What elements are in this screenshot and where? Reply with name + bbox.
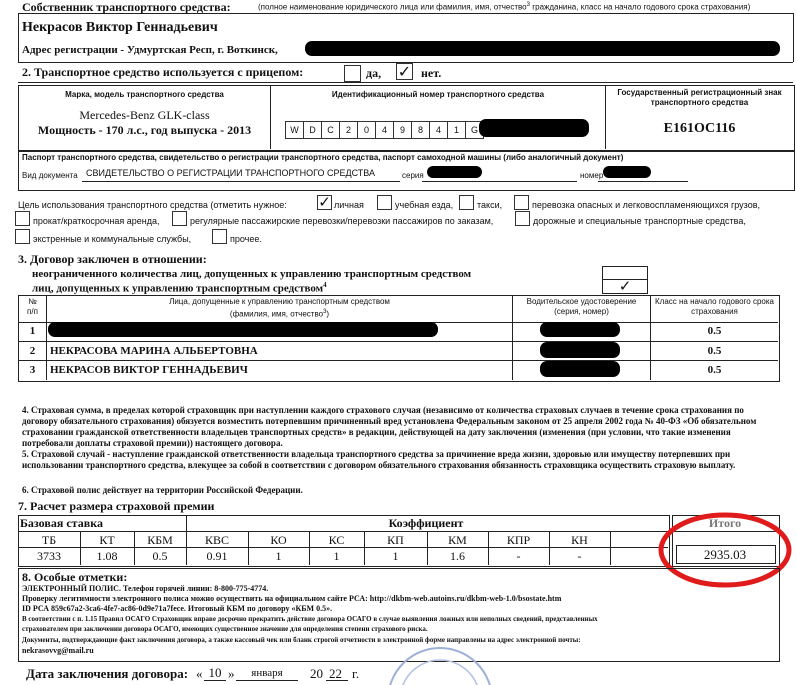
doc-number-label: номер [580, 171, 604, 180]
purpose-option-label: экстренные и коммунальные службы, [33, 234, 192, 244]
header-km: КМ [448, 533, 467, 547]
purpose-other-checkbox[interactable] [212, 229, 227, 244]
redaction-vin [479, 119, 589, 137]
note-line: ID РСА 859c67a2-3ca6-4fe7-ac86-0d9e71a7fece. Итоговый КБМ по договору «КБМ 0.5». [22, 604, 333, 613]
value-tb: 3733 [37, 549, 61, 563]
driver-class: 0.5 [707, 364, 722, 376]
header-ks: КС [328, 533, 345, 547]
date-open-quote: « [196, 666, 203, 681]
driver-name: НЕКРАСОВА МАРИНА АЛЬБЕРТОВНА [50, 345, 258, 357]
purpose-rental-checkbox[interactable] [15, 211, 30, 226]
trailer-label: 2. Транспортное средство используется с прицепом: [22, 65, 304, 79]
vehicle-model: Mercedes-Benz GLK-class [79, 108, 210, 122]
contract-limited: лиц, допущенных к управлению транспортным средством$^4$ [32, 281, 327, 295]
driver-num: 1 [29, 325, 36, 337]
stamp [370, 640, 500, 685]
value-km: 1.6 [450, 549, 465, 563]
coefficient-label: Коэффициент [388, 516, 464, 530]
header-ko: КО [270, 533, 287, 547]
driver-num: 2 [29, 345, 36, 357]
vin-char: 4 [375, 121, 394, 139]
purpose-option-label: прочее. [230, 234, 262, 244]
clause-6: 6. Страховой полис действует на территории Российской Федерации. [22, 485, 303, 495]
notes-title: 8. Особые отметки: [22, 570, 128, 584]
vin-char: 9 [393, 121, 412, 139]
purpose-option-label: такси, [477, 200, 503, 210]
vin-header: Идентификационный номер транспортного средства [331, 90, 545, 99]
purpose-option-label: регулярные пассажирские перевозки/перевозки пассажиров по заказам, [190, 216, 494, 226]
vin-char: 4 [429, 121, 448, 139]
header-kvs: КВС [204, 533, 229, 547]
total-value: 2935.03 [703, 547, 747, 562]
redaction-license [540, 342, 620, 358]
doc-type-label: Вид документа [22, 171, 78, 180]
note-line: страхователем при заключении договора ОСАГО, имеющих существенное значение для определения степени страхового риска. [22, 625, 428, 633]
value-kt: 1.08 [96, 549, 118, 563]
note-email: nekrasovvg@mail.ru [22, 646, 94, 655]
header-kpr: КПР [506, 533, 531, 547]
col-name: Лица, допущенные к управлению транспортным средством (фамилия, имя, отчество$^3$) [169, 297, 390, 319]
value-kp: 1 [392, 549, 399, 563]
purpose-emergency-checkbox[interactable] [15, 229, 30, 244]
vehicle-power-year: Мощность - 170 л.с., год выпуска - 2013 [37, 123, 252, 137]
redaction-series [427, 166, 482, 178]
check-mark-icon: ✓ [618, 277, 632, 295]
redaction-address [305, 41, 780, 56]
col-class: Класс на начало годового срока страхования [654, 297, 774, 316]
owner-address: Адрес регистрации - Удмуртская Респ, г. Воткинск, [22, 44, 278, 56]
vin-char: 8 [411, 121, 430, 139]
vin-char: 2 [339, 121, 358, 139]
note-line: Документы, подтверждающие факт заключения договора, а также кассовый чек или бланк строгой отчетности в электронной форме направлены на адрес электронной почты: [22, 636, 581, 644]
redaction-driver-name [48, 322, 438, 337]
driver-num: 3 [29, 364, 36, 376]
date-label: Дата заключения договора: [26, 666, 189, 681]
purpose-option-label: учебная езда, [395, 200, 454, 210]
purpose-special-checkbox[interactable] [515, 211, 530, 226]
date-century: 20 [310, 666, 323, 681]
owner-label: Собственник транспортного средства: [22, 0, 231, 14]
plate-header: Государственный регистрационный знак транспортного средства [617, 88, 782, 107]
purpose-passenger-checkbox[interactable] [172, 211, 187, 226]
purpose-option-label: дорожные и специальные транспортные средства, [533, 216, 746, 226]
purpose-dangerous-checkbox[interactable] [514, 195, 529, 210]
plate-number: Е161ОС116 [663, 121, 736, 136]
trailer-yes-label: да, [366, 66, 382, 80]
owner-name: Некрасов Виктор Геннадьевич [22, 20, 218, 35]
value-kn: - [577, 549, 582, 563]
vin-char: 0 [357, 121, 376, 139]
date-suffix: г. [352, 666, 360, 681]
date-month: января [251, 667, 283, 679]
value-kvs: 0.91 [206, 549, 228, 563]
driver-name: НЕКРАСОВ ВИКТОР ГЕННАДЬЕВИЧ [50, 364, 248, 376]
vin-char: C [321, 121, 340, 139]
note-line: ЭЛЕКТРОННЫЙ ПОЛИС. Телефон горячей линии: 8-800-775-4774. [22, 584, 269, 593]
purpose-taxi-checkbox[interactable] [459, 195, 474, 210]
header-kbm: КБМ [147, 533, 173, 547]
doc-series-label: серия [402, 171, 424, 180]
date-day: 10 [208, 665, 222, 680]
total-header: Итого [708, 516, 742, 530]
redaction-number [603, 166, 651, 178]
value-ko: 1 [275, 549, 282, 563]
purpose-option-label: перевозка опасных и легковоспламеняющихся грузов, [532, 200, 760, 210]
value-ks: 1 [333, 549, 340, 563]
driver-class: 0.5 [707, 325, 722, 337]
contract-title: 3. Договор заключен в отношении: [18, 252, 207, 266]
base-rate-label: Базовая ставка [20, 516, 103, 530]
contract-limited-checkbox[interactable] [602, 279, 648, 294]
check-mark-icon: ✓ [397, 62, 412, 81]
header-kt: КТ [99, 533, 115, 547]
doc-type-value: СВИДЕТЕЛЬСТВО О РЕГИСТРАЦИИ ТРАНСПОРТНОГО СРЕДСТВА [86, 168, 375, 178]
clause-5: 5. Страховой случай - наступление гражданской ответственности владельца транспортного средства за причинение вреда жизни, здоровью или имуществу потерпевших при использовании транспортного средства, влекущее за собой в соответствии с договором обязательного страхования обязанность страховщика осуществить страховую выплату. [22, 449, 736, 470]
contract-unlimited: неограниченного количества лиц, допущенных к управлению транспортным средством [32, 268, 472, 280]
trailer-no-checkbox[interactable] [396, 63, 413, 80]
date-year: 22 [329, 666, 342, 681]
vin-char: G [465, 121, 484, 139]
header-kp: КП [387, 533, 404, 547]
redaction-license [540, 361, 620, 377]
header-tb: ТБ [41, 533, 57, 547]
trailer-yes-checkbox[interactable] [344, 65, 361, 82]
col-num: № п/п [27, 297, 38, 316]
vin-char: D [303, 121, 322, 139]
purpose-label: Цель использования транспортного средства (отметить нужное: [18, 200, 287, 210]
purpose-option-label: прокат/краткосрочная аренда, [33, 216, 160, 226]
premium-title: 7. Расчет размера страховой премии [18, 499, 215, 513]
document-header: Паспорт транспортного средства, свидетельство о регистрации транспортного средства, паспорт самоходной машины (либо аналогичный документ) [22, 153, 624, 162]
vin-char: W [285, 121, 304, 139]
vin-char: 1 [447, 121, 466, 139]
note-line: Проверку легитимности электронного полиса можно осуществить на официальном сайте РСА: http://dkbm-web.autoins.ru/dkbm-web-1.0/bsostate.htm [22, 594, 562, 603]
purpose-option-label: личная [334, 200, 364, 210]
model-header: Марка, модель транспортного средства [65, 90, 224, 99]
col-license: Водительское удостоверение (серия, номер) [526, 297, 637, 316]
purpose-personal-checkbox[interactable] [317, 195, 332, 210]
check-mark-icon: ✓ [318, 193, 331, 211]
trailer-no-label: нет. [421, 66, 442, 80]
redaction-license [540, 322, 620, 337]
owner-hint: (полное наименование юридического лица или фамилия, имя, отчество$^3$ гражданина, класс на начало годового срока страхования) [258, 2, 751, 12]
clause-4: 4. Страховая сумма, в пределах которой страховщик при наступлении каждого страхового случая (независимо от количества страховых случаев в течение срока страхования по договору обязательного страхования) обязуется возместить потерпевшим причиненный вред установлена Федеральным законом от 25 апреля 2002 года № 40-ФЗ «Об обязательном страховании гражданской ответственности владельцев транспортных средств» в редакции, действующей на дату заключения (изменения (при условии, что такие изменения потребовали доплаты страховой премии)) настоящего договора. [22, 405, 757, 448]
date-close-quote: » [228, 666, 235, 681]
value-kbm: 0.5 [152, 549, 168, 563]
header-kn: КН [571, 533, 588, 547]
purpose-training-checkbox[interactable] [377, 195, 392, 210]
value-kpr: - [516, 549, 521, 563]
driver-class: 0.5 [707, 345, 722, 357]
note-line: В соответствии с п. 1.15 Правил ОСАГО Страховщик вправе досрочно прекратить действие договора ОСАГО в случае выявления ложных или неполных сведений, представленных [22, 615, 598, 623]
